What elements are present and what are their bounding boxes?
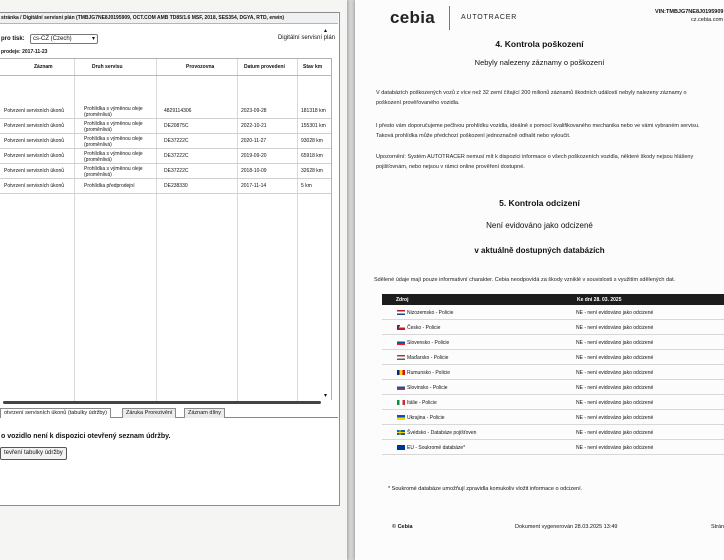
cell-workshop: DE238330 bbox=[164, 183, 188, 189]
italy-flag-icon bbox=[397, 400, 405, 405]
cell-mileage: 5 km bbox=[301, 183, 312, 189]
table-row bbox=[382, 440, 724, 455]
theft-status: NE - není evidováno jako odcizené bbox=[576, 385, 654, 391]
section5-subtitle-2: v aktuálně dostupných databázích bbox=[474, 246, 605, 255]
theft-status: NE - není evidováno jako odcizené bbox=[576, 445, 654, 451]
cebia-logo: cebia bbox=[390, 8, 435, 27]
table-row bbox=[382, 335, 724, 350]
cell-record: Potvrzení servisních úkonů bbox=[4, 108, 65, 114]
theft-table-header bbox=[382, 294, 724, 305]
tab-workshop-record[interactable]: Záznam dílny bbox=[184, 408, 225, 418]
logo-divider bbox=[449, 6, 450, 30]
cell-workshop: DE37222C bbox=[164, 138, 189, 144]
column-header-mileage[interactable]: Stav km bbox=[303, 64, 323, 70]
theft-status: NE - není evidováno jako odcizené bbox=[576, 400, 654, 406]
tab-service-confirmations[interactable]: otvrzení servisních úkonů (tabulky údržby) bbox=[0, 408, 111, 418]
cell-mileage: 93028 km bbox=[301, 138, 323, 144]
table-row bbox=[382, 365, 724, 380]
footer-page: Strán bbox=[711, 524, 724, 530]
table-row bbox=[382, 350, 724, 365]
cell-workshop: DE20875C bbox=[164, 123, 189, 129]
source-name: EU - Soukromé databáze* bbox=[407, 445, 466, 451]
scroll-down-icon[interactable]: ▾ bbox=[324, 393, 328, 399]
cell-mileage: 65918 km bbox=[301, 153, 323, 159]
private-database-footnote: * Soukromé databáze umožňují zpravidla komukoliv vložit informace o odcizení. bbox=[388, 486, 583, 492]
theft-status: NE - není evidováno jako odcizené bbox=[576, 325, 654, 331]
source-name: Švédsko - Databáze pojišťoven bbox=[407, 430, 477, 436]
section4-subtitle: Nebyly nalezeny záznamy o poškození bbox=[474, 58, 605, 67]
netherlands-flag-icon bbox=[397, 310, 405, 315]
sweden-flag-icon bbox=[397, 430, 405, 435]
no-open-maintenance-notice: o vozidlo není k dispozici otevřený seznam údržby. bbox=[1, 433, 171, 440]
sale-date: prodeje: 2017-11-23 bbox=[1, 49, 48, 55]
table-row[interactable] bbox=[0, 179, 331, 194]
section4-paragraph-1: V databázích poškozených vozů z více než 32 zemí čítající 200 milionů záznamů škodních událostí nebyly nalezeny záznamy o poškození prověřovaného vozidla. bbox=[376, 90, 687, 106]
column-header-record[interactable]: Záznam bbox=[34, 64, 53, 70]
cell-service-type: Prohlídka s výměnou oleje (proměnlivá) bbox=[84, 106, 143, 118]
open-maintenance-tables-button[interactable]: tevření tabulky údržby bbox=[0, 447, 67, 460]
header-source: Zdroj bbox=[396, 297, 409, 303]
cell-record: Potvrzení servisních úkonů bbox=[4, 123, 65, 129]
table-row bbox=[382, 305, 724, 320]
eu-flag-icon bbox=[397, 445, 405, 450]
hungary-flag-icon bbox=[397, 355, 405, 360]
header-date: Ke dni 28. 03. 2025 bbox=[577, 297, 622, 303]
plan-title: Digitální servisní plán bbox=[277, 35, 335, 41]
vin-number: VIN:TMBJG7NE8J0195909 bbox=[655, 9, 724, 15]
cell-mileage: 181318 km bbox=[301, 108, 326, 114]
footer-generated: Dokument vygenerován 28.03.2025 13:49 bbox=[515, 524, 618, 530]
source-name: Ukrajina - Policie bbox=[407, 415, 445, 421]
footer-copyright: © Cebia bbox=[392, 524, 413, 530]
source-name: Itálie - Policie bbox=[407, 400, 437, 406]
cell-record: Potvrzení servisních úkonů bbox=[4, 168, 65, 174]
table-row bbox=[382, 395, 724, 410]
section5-title: 5. Kontrola odcizení bbox=[499, 198, 580, 208]
table-row bbox=[382, 410, 724, 425]
section4-title: 4. Kontrola poškození bbox=[495, 39, 584, 49]
print-language-value: cs-CZ (Czech) bbox=[33, 36, 72, 42]
table-row[interactable] bbox=[0, 149, 331, 164]
cell-date: 2018-10-09 bbox=[241, 168, 267, 174]
table-row[interactable] bbox=[0, 164, 331, 179]
service-records-table bbox=[0, 58, 332, 400]
slovenia-flag-icon bbox=[397, 385, 405, 390]
cell-service-type: Prohlídka s výměnou oleje (proměnlivá) bbox=[84, 151, 143, 163]
cell-workshop: 4829114306 bbox=[164, 108, 192, 114]
theft-status: NE - není evidováno jako odcizené bbox=[576, 370, 654, 376]
table-header bbox=[0, 59, 331, 76]
theft-status: NE - není evidováno jako odcizené bbox=[576, 310, 654, 316]
print-language-label: pro tisk: bbox=[1, 36, 25, 42]
source-name: Nizozemsko - Policie bbox=[407, 310, 454, 316]
section5-subtitle: Není evidováno jako odcizené bbox=[486, 221, 593, 230]
cell-date: 2022-10-21 bbox=[241, 123, 267, 129]
cell-mileage: 155301 km bbox=[301, 123, 326, 129]
table-row[interactable] bbox=[0, 104, 331, 119]
czech-flag-icon bbox=[397, 325, 405, 330]
cell-service-type: Prohlídka s výměnou oleje (proměnlivá) bbox=[84, 121, 143, 133]
tab-rust-warranty[interactable]: Záruka Prorezivění bbox=[122, 408, 176, 418]
cell-date: 2019-09-20 bbox=[241, 153, 267, 159]
section4-paragraph-2: I přesto vám doporučujeme pečlivou prohlídku vozidla, ideálně s pomocí kvalifikovaného mechanika nebo ve vámi vybraném servisu. Taková prohlídka může předchozí poškození jednoznačně odhalit nebo vyloučit. bbox=[376, 123, 700, 139]
chevron-down-icon: ▾ bbox=[91, 36, 95, 42]
cell-date: 2020-11-27 bbox=[241, 138, 267, 144]
column-header-date[interactable]: Datum provedení bbox=[244, 64, 285, 70]
table-row[interactable] bbox=[0, 134, 331, 149]
print-toolbar bbox=[0, 33, 338, 46]
theft-status: NE - není evidováno jako odcizené bbox=[576, 430, 654, 436]
table-row bbox=[382, 425, 724, 440]
cell-date: 2023-09-28 bbox=[241, 108, 267, 114]
source-name: Maďarsko - Policie bbox=[407, 355, 449, 361]
horizontal-scrollbar-thumb[interactable] bbox=[3, 401, 321, 404]
cell-date: 2017-11-14 bbox=[241, 183, 267, 189]
cell-mileage: 32628 km bbox=[301, 168, 323, 174]
cell-service-type: Prohlídka s výměnou oleje (proměnlivá) bbox=[84, 166, 143, 178]
cell-workshop: DE37222C bbox=[164, 153, 189, 159]
section5-disclaimer: Sdělené údaje mají pouze informativní charakter. Cebia neodpovídá za škody vzniklé v souvislosti s využitím sdělených dat. bbox=[374, 277, 676, 283]
service-plan-window bbox=[0, 12, 340, 506]
section4-paragraph-3: Upozornění: Systém AUTOTRACER nemusí mít k dispozici informace o všech poškozeních vozidla, některé škody nejsou hlášeny pojišťovnám, nebo nejsou v rámci online prověření dostupné. bbox=[376, 154, 694, 170]
slovakia-flag-icon bbox=[397, 340, 405, 345]
print-language-select[interactable] bbox=[30, 34, 98, 44]
horizontal-scrollbar[interactable] bbox=[0, 399, 324, 406]
theft-status: NE - není evidováno jako odcizené bbox=[576, 355, 654, 361]
romania-flag-icon bbox=[397, 370, 405, 375]
source-name: Česko - Policie bbox=[407, 325, 441, 331]
table-row[interactable] bbox=[0, 119, 331, 134]
tab-strip bbox=[0, 407, 338, 418]
table-row bbox=[382, 320, 724, 335]
window-title: stránka / Digitální servisní plán (TMBJG7NE8J0195909, OCT.COM AMB TD85/1.6 MSF, 2018, SES354, DGYA, RTD, erwin) bbox=[0, 13, 338, 24]
ukraine-flag-icon bbox=[397, 415, 405, 420]
cell-record: Potvrzení servisních úkonů bbox=[4, 138, 65, 144]
site-url: cz.cebia.com bbox=[691, 17, 724, 23]
source-name: Slovensko - Policie bbox=[407, 340, 450, 346]
vertical-scrollbar[interactable] bbox=[324, 27, 331, 399]
scroll-up-icon[interactable]: ▴ bbox=[324, 28, 328, 34]
source-name: Rumunsko - Policie bbox=[407, 370, 451, 376]
cell-workshop: DE37222C bbox=[164, 168, 189, 174]
cell-service-type: Prohlídka s výměnou oleje (proměnlivá) bbox=[84, 136, 143, 148]
autotracer-label: AUTOTRACER bbox=[461, 14, 518, 21]
table-row bbox=[382, 380, 724, 395]
cell-service-type: Prohlídka předprodejní bbox=[84, 183, 135, 189]
column-header-service-type[interactable]: Druh servisu bbox=[92, 64, 123, 70]
column-header-workshop[interactable]: Provozovna bbox=[186, 64, 215, 70]
cebia-report-page bbox=[355, 0, 724, 560]
theft-status: NE - není evidováno jako odcizené bbox=[576, 340, 654, 346]
cell-record: Potvrzení servisních úkonů bbox=[4, 183, 65, 189]
theft-status: NE - není evidováno jako odcizené bbox=[576, 415, 654, 421]
service-plan-printout bbox=[0, 0, 347, 560]
cell-record: Potvrzení servisních úkonů bbox=[4, 153, 65, 159]
source-name: Slovinsko - Policie bbox=[407, 385, 448, 391]
